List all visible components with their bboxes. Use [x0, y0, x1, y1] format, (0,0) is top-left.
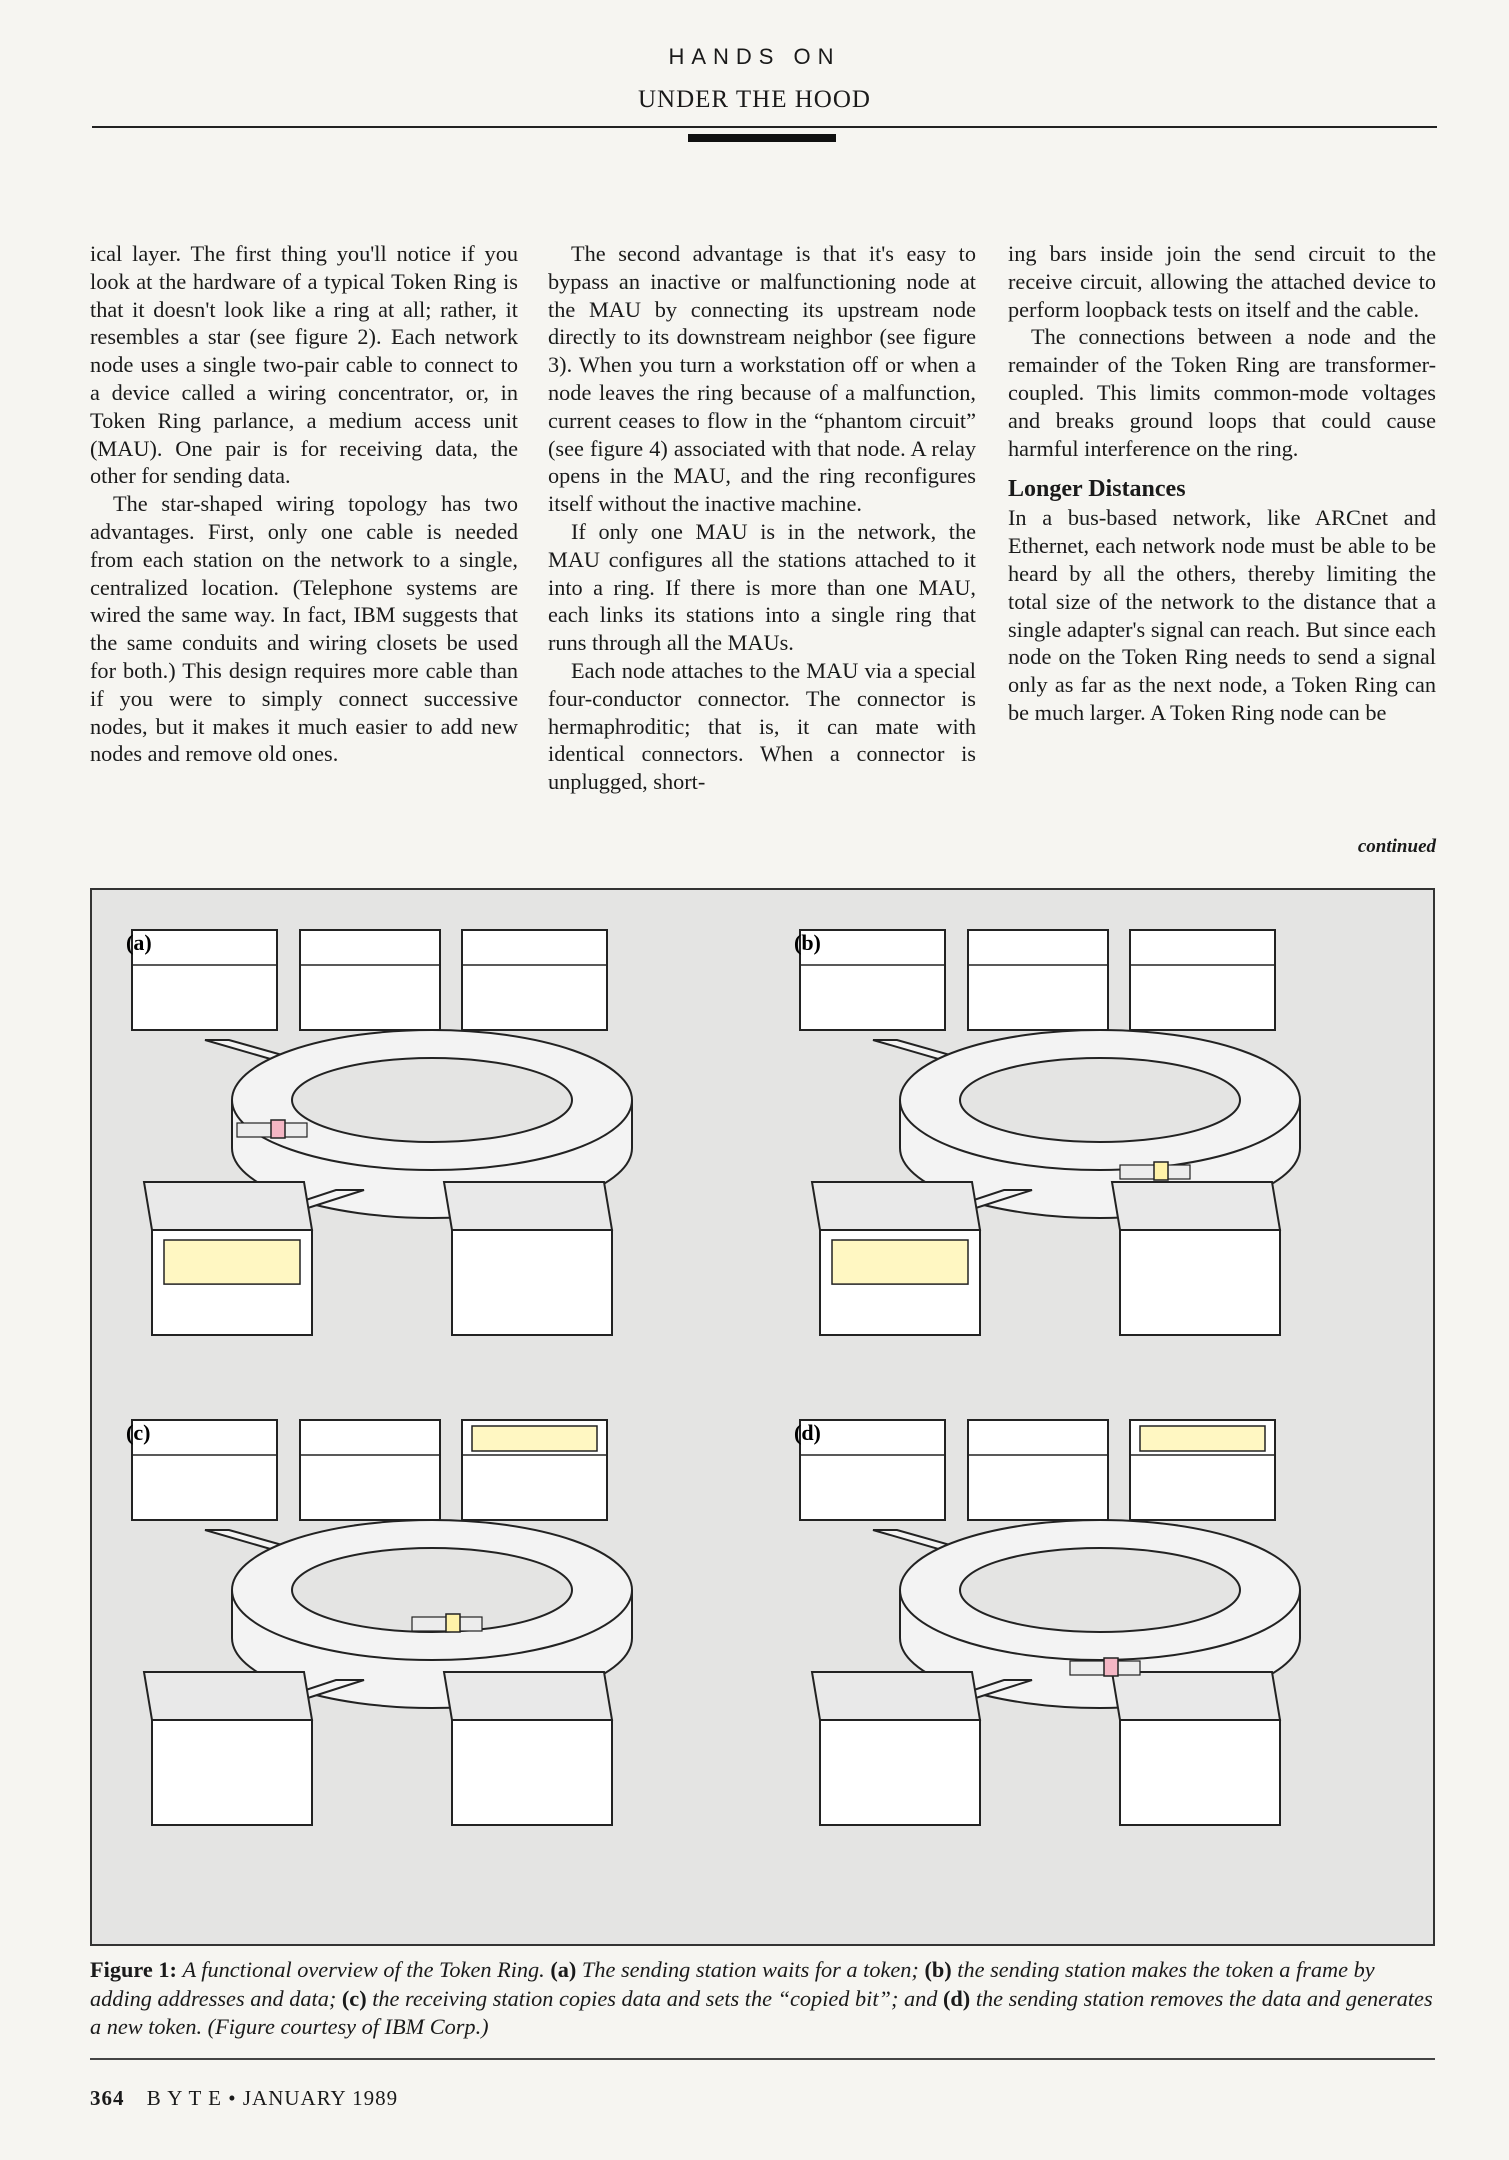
node-box — [1130, 930, 1275, 1030]
ring-inner — [960, 1548, 1240, 1632]
node-box — [968, 930, 1108, 1030]
caption-d-label: (d) — [942, 1985, 971, 2011]
panel-a — [126, 930, 632, 1335]
paragraph: The connections between a node and the remainder of the Token Ring are transformer-coupled. This limits common-mode voltages and breaks ground loops that could cause harmful interference on the ring. — [1008, 324, 1436, 461]
paragraph: ing bars inside join the send circuit to the receive circuit, allowing the attached device to perform loopback tests on itself and the cable. — [1008, 241, 1436, 322]
node-box — [300, 930, 440, 1030]
node-box — [820, 1720, 980, 1825]
panel-label: (d) — [794, 1420, 821, 1445]
node-box — [1120, 1720, 1280, 1825]
paragraph: If only one MAU is in the network, the MAU configures all the stations attached to it into a ring. If there is more than one MAU, each links its stations into a single ring that runs through all the MAUs. — [548, 518, 976, 656]
node-box — [132, 930, 277, 1030]
panel-label: (c) — [126, 1420, 151, 1445]
data-highlight — [832, 1240, 968, 1284]
caption-a-label: (a) — [550, 1957, 577, 1982]
box-top — [812, 1672, 980, 1720]
caption-b-label: (b) — [924, 1957, 952, 1982]
caption-title: A functional overview of the Token Ring. — [182, 1957, 545, 1982]
section-kicker: HANDS ON — [668, 44, 841, 69]
header-rule — [92, 126, 1437, 128]
caption-d-text: the sending station removes the data and generates a new token. (Figure courtesy of IBM Corp.) — [90, 1985, 1433, 2039]
ring-inner — [960, 1058, 1240, 1142]
data-highlight — [472, 1426, 597, 1451]
paragraph: In a bus-based network, like ARCnet and Ethernet, each network node must be able to be heard by all the others, thereby limiting the total size of the network to the distance that a single adapter's signal can reach. But since each node on the Token Ring needs to send a signal only as far as the next node, a Token Ring can be much larger. A Token Ring node can be — [1008, 505, 1436, 725]
section-title: UNDER THE HOOD — [638, 86, 871, 113]
paragraph: Each node attaches to the MAU via a special four-conductor connector. The connector is hermaphroditic; that is, it can mate with identical connectors. When a connector is unplugged, short- — [548, 657, 976, 795]
box-top — [444, 1672, 612, 1720]
box-top — [1112, 1672, 1280, 1720]
token-marker — [1154, 1162, 1168, 1180]
footer-rule — [90, 2058, 1435, 2060]
header-bar — [688, 134, 836, 142]
column-2 — [548, 240, 976, 796]
page-number: 364 — [90, 2086, 125, 2110]
token-marker — [1104, 1658, 1118, 1676]
node-box — [300, 1420, 440, 1520]
figure-canvas — [92, 890, 1433, 1944]
box-top — [1112, 1182, 1280, 1230]
token-marker — [271, 1120, 285, 1138]
caption-c-text: the receiving station copies data and sets the “copied bit”; and — [372, 1985, 938, 2011]
node-box — [800, 930, 945, 1030]
column-1 — [90, 240, 518, 768]
node-box — [1120, 1230, 1280, 1335]
box-top — [144, 1182, 312, 1230]
paragraph: The second advantage is that it's easy to bypass an inactive or malfunctioning node at the MAU by connecting its upstream node directly to its downstream neighbor (see figure 3). When you turn a workstation off or when a node leaves the ring because of a malfunction, current ceases to flow in the “phantom circuit” (see figure 4) associated with that node. A relay opens in the MAU, and the ring reconfigures itself without the inactive machine. — [548, 241, 976, 517]
token-marker — [446, 1614, 460, 1632]
panel-label: (b) — [794, 930, 821, 955]
caption-c-label: (c) — [341, 1985, 367, 2011]
publication-line: B Y T E • JANUARY 1989 — [146, 2086, 399, 2110]
caption-a-text: The sending station waits for a token; — [581, 1957, 919, 1982]
panel-d — [794, 1420, 1300, 1825]
page-footer — [90, 2086, 398, 2111]
data-highlight — [1140, 1426, 1265, 1451]
node-box — [968, 1420, 1108, 1520]
caption-lead: Figure 1: — [90, 1957, 177, 1982]
ring-inner — [292, 1058, 572, 1142]
caption-b-text: the sending station makes the token a frame by adding addresses and data; — [90, 1957, 1375, 2011]
node-box — [800, 1420, 945, 1520]
token-ring-figure — [90, 888, 1435, 1946]
panel-b — [794, 930, 1300, 1335]
box-top — [812, 1182, 980, 1230]
paragraph: The star-shaped wiring topology has two advantages. First, only one cable is needed from each station on the network to a single, centralized location. (Telephone systems are wired the same way. In fact, IBM suggests that the same conduits and wiring closets be used for both.) This design requires more cable than if you were to simply connect successive nodes, but it makes it much easier to add new nodes and remove old ones. — [90, 491, 518, 767]
subhead-longer-distances: Longer Distances — [1008, 476, 1186, 503]
box-top — [444, 1182, 612, 1230]
continued-label: continued — [1357, 836, 1436, 857]
column-3 — [1008, 240, 1436, 727]
node-box — [152, 1720, 312, 1825]
node-box — [132, 1420, 277, 1520]
panel-c — [126, 1420, 632, 1825]
figure-caption — [90, 1956, 1435, 2042]
node-box — [462, 930, 607, 1030]
node-box — [452, 1720, 612, 1825]
box-top — [144, 1672, 312, 1720]
panel-label: (a) — [126, 930, 152, 955]
paragraph: ical layer. The first thing you'll notice if you look at the hardware of a typical Token Ring is that it doesn't look like a ring at all; rather, it resembles a star (see figure 2). Each network node uses a single two-pair cable to connect to a device called a wiring concentrator, or, in Token Ring parlance, a medium access unit (MAU). One pair is for receiving data, the other for sending data. — [90, 241, 518, 489]
node-box — [452, 1230, 612, 1335]
data-highlight — [164, 1240, 300, 1284]
